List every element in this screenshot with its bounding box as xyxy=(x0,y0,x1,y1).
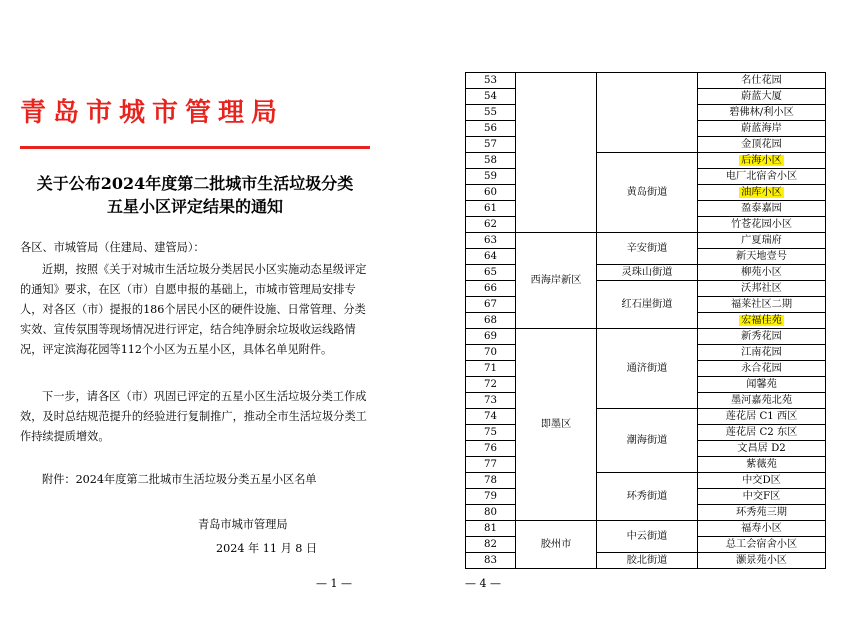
attachment-line: 附件：2024年度第二批城市生活垃圾分类五星小区名单 xyxy=(42,473,317,486)
community-name: 莲花居 C1 西区 xyxy=(698,409,826,425)
org-letterhead: 青岛市城市管理局 xyxy=(20,98,285,128)
street-cell: 辛安街道 xyxy=(597,233,698,265)
row-number: 57 xyxy=(466,137,516,153)
page-number: — 4 — xyxy=(465,577,501,590)
row-number: 64 xyxy=(466,249,516,265)
community-name: 广夏瑞府 xyxy=(698,233,826,249)
community-name: 闻馨苑 xyxy=(698,377,826,393)
row-number: 74 xyxy=(466,409,516,425)
community-name: 福寿小区 xyxy=(698,521,826,537)
community-name: 沃邦社区 xyxy=(698,281,826,297)
community-name: 蔚蓝大厦 xyxy=(698,89,826,105)
row-number: 68 xyxy=(466,313,516,329)
row-number: 70 xyxy=(466,345,516,361)
page-number: — 1 — xyxy=(316,577,352,590)
row-number: 65 xyxy=(466,265,516,281)
row-number: 60 xyxy=(466,185,516,201)
title-line-2: 五星小区评定结果的通知 xyxy=(106,197,283,216)
roster-page xyxy=(425,0,850,635)
community-name: 永合花园 xyxy=(698,361,826,377)
community-name: 中交D区 xyxy=(698,473,826,489)
street-cell: 灵珠山街道 xyxy=(597,265,698,281)
community-name: 紫薇苑 xyxy=(698,457,826,473)
highlighted-name: 油库小区 xyxy=(741,187,782,198)
street-cell: 中云街道 xyxy=(597,521,698,553)
row-number: 66 xyxy=(466,281,516,297)
row-number: 73 xyxy=(466,393,516,409)
street-cell: 胶北街道 xyxy=(597,553,698,569)
row-number: 81 xyxy=(466,521,516,537)
title-line-1: 关于公布2024年度第二批城市生活垃圾分类 xyxy=(36,174,354,193)
community-name: 莲花居 C2 东区 xyxy=(698,425,826,441)
row-number: 77 xyxy=(466,457,516,473)
community-name: 电厂北宿舍小区 xyxy=(698,169,826,185)
street-cell: 红石崖街道 xyxy=(597,281,698,329)
community-name: 蔚蓝海岸 xyxy=(698,121,826,137)
document-title xyxy=(20,172,370,218)
community-name: 新天地壹号 xyxy=(698,249,826,265)
community-name: 柳苑小区 xyxy=(698,265,826,281)
salutation: 各区、市城管局（住建局、建管局）： xyxy=(20,241,205,254)
table-row xyxy=(466,521,826,537)
community-name: 文昌居 D2 xyxy=(698,441,826,457)
community-name: 环秀苑三期 xyxy=(698,505,826,521)
district-cell xyxy=(516,73,597,233)
row-number: 53 xyxy=(466,73,516,89)
district-cell: 胶州市 xyxy=(516,521,597,569)
paragraph-2: 下一步，请各区（市）巩固已评定的五星小区生活垃圾分类工作成效，及时总结规范提升的经验进行复制推广，推动全市生活垃圾分类工作持续提质增效。 xyxy=(20,390,367,443)
row-number: 54 xyxy=(466,89,516,105)
row-number: 83 xyxy=(466,553,516,569)
community-name: 墨河嘉苑北苑 xyxy=(698,393,826,409)
table-row xyxy=(466,73,826,89)
row-number: 62 xyxy=(466,217,516,233)
community-name: 灏景苑小区 xyxy=(698,553,826,569)
community-name xyxy=(698,153,826,169)
community-name: 名仕花园 xyxy=(698,73,826,89)
street-cell xyxy=(597,73,698,153)
street-cell: 通济街道 xyxy=(597,329,698,409)
community-name: 总工会宿舍小区 xyxy=(698,537,826,553)
row-number: 80 xyxy=(466,505,516,521)
row-number: 59 xyxy=(466,169,516,185)
row-number: 56 xyxy=(466,121,516,137)
street-cell: 黄岛街道 xyxy=(597,153,698,233)
community-name: 金顶花园 xyxy=(698,137,826,153)
community-name xyxy=(698,185,826,201)
row-number: 69 xyxy=(466,329,516,345)
signature-date: 2024 年 11 月 8 日 xyxy=(216,542,318,555)
community-name: 新秀花园 xyxy=(698,329,826,345)
street-cell: 潮海街道 xyxy=(597,409,698,473)
community-name: 江南花园 xyxy=(698,345,826,361)
signature-org: 青岛市城市管理局 xyxy=(198,518,288,531)
community-name xyxy=(698,313,826,329)
row-number: 61 xyxy=(466,201,516,217)
table-row xyxy=(466,329,826,345)
row-number: 78 xyxy=(466,473,516,489)
street-cell: 环秀街道 xyxy=(597,473,698,521)
row-number: 63 xyxy=(466,233,516,249)
row-number: 79 xyxy=(466,489,516,505)
highlighted-name: 宏福佳苑 xyxy=(741,315,782,326)
row-number: 67 xyxy=(466,297,516,313)
letterhead-red-rule xyxy=(20,146,370,149)
district-cell: 即墨区 xyxy=(516,329,597,521)
paragraph-1: 近期，按照《关于对城市生活垃圾分类居民小区实施动态星级评定的通知》要求，在区（市）自愿申报的基础上，市城市管理局安排专人，对各区（市）提报的186个居民小区的硬件设施、日常管理、分类实效、宣传氛围等现场情况进行评定，结合纯净厨余垃圾收运线路情况，评定滨海花园等112个小区为五星小区，具体名单见附件。 xyxy=(20,263,367,356)
row-number: 55 xyxy=(466,105,516,121)
community-name: 盈泰嘉园 xyxy=(698,201,826,217)
community-name: 中交F区 xyxy=(698,489,826,505)
roster-table xyxy=(465,72,826,569)
community-name: 竹苍花园小区 xyxy=(698,217,826,233)
row-number: 75 xyxy=(466,425,516,441)
row-number: 72 xyxy=(466,377,516,393)
table-row xyxy=(466,233,826,249)
row-number: 76 xyxy=(466,441,516,457)
highlighted-name: 后海小区 xyxy=(741,155,782,166)
row-number: 58 xyxy=(466,153,516,169)
district-cell: 西海岸新区 xyxy=(516,233,597,329)
community-name: 福莱社区二期 xyxy=(698,297,826,313)
row-number: 82 xyxy=(466,537,516,553)
row-number: 71 xyxy=(466,361,516,377)
community-name: 碧佛林/利小区 xyxy=(698,105,826,121)
